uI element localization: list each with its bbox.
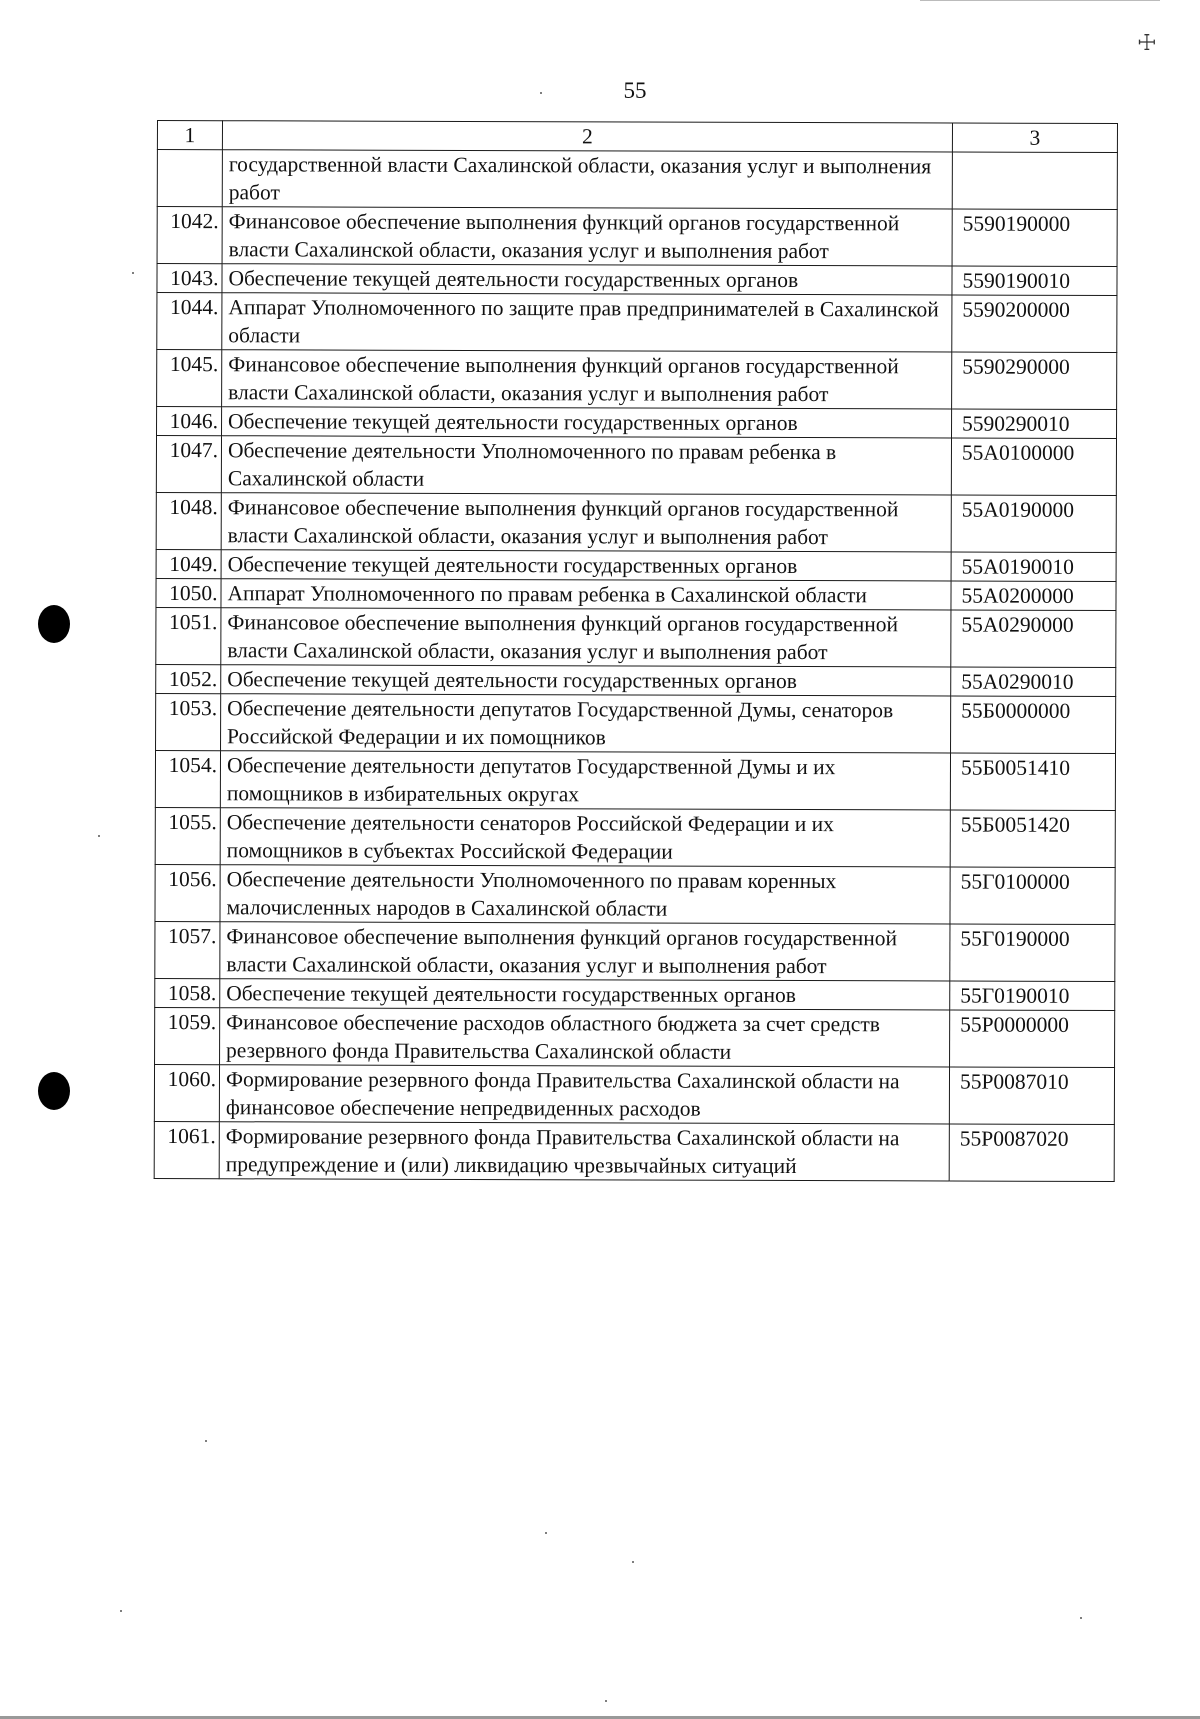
- row-code: 55Б0051410: [950, 753, 1115, 811]
- table-row: [155, 750, 1115, 810]
- row-number: 1049.: [156, 549, 221, 578]
- row-name: Обеспечение текущей деятельности государственных органов: [221, 550, 951, 581]
- punch-hole-upper: [38, 605, 70, 643]
- column-header-name: 2: [222, 121, 952, 152]
- row-code: 55Г0100000: [950, 867, 1115, 925]
- row-name: Аппарат Уполномоченного по правам ребенка в Сахалинской области: [221, 579, 951, 610]
- table-row: [157, 350, 1117, 410]
- table-header-row: [157, 121, 1117, 153]
- table-row: [154, 1064, 1114, 1124]
- row-code: 5590200000: [952, 295, 1117, 353]
- row-code: 5590190000: [952, 209, 1117, 267]
- row-code: 5590290000: [952, 352, 1117, 410]
- row-name: Финансовое обеспечение расходов областного бюджета за счет средств резервного фонда Правительства Сахалинской области: [220, 1008, 950, 1067]
- row-code: 55Г0190000: [950, 924, 1115, 982]
- row-number: 1058.: [155, 978, 220, 1007]
- budget-codes-table-wrapper: [154, 120, 1117, 1182]
- row-number: 1060.: [154, 1064, 219, 1121]
- row-number: 1043.: [157, 264, 222, 293]
- row-name: Обеспечение деятельности депутатов Государственной Думы и их помощников в избирательных округах: [220, 751, 950, 810]
- row-code: 55Р0087020: [949, 1124, 1114, 1182]
- table-row: [156, 492, 1116, 552]
- row-name: Обеспечение деятельности Уполномоченного по правам коренных малочисленных народов в Сахалинской области: [220, 865, 950, 924]
- table-row: [156, 549, 1116, 581]
- table-row: [155, 921, 1115, 981]
- row-code: 55А0290010: [951, 667, 1116, 697]
- row-number: 1050.: [156, 578, 221, 607]
- row-name: Формирование резервного фонда Правительства Сахалинской области на финансовое обеспечение непредвиденных расходов: [219, 1065, 949, 1124]
- row-code: 55Б0051420: [950, 810, 1115, 868]
- row-name: Финансовое обеспечение выполнения функций органов государственной власти Сахалинской области, оказания услуг и выполнения работ: [222, 207, 952, 266]
- row-number: 1056.: [155, 864, 220, 921]
- punch-hole-lower: [38, 1072, 70, 1110]
- row-number: 1046.: [157, 407, 222, 436]
- table-row: [157, 264, 1117, 296]
- row-name: Финансовое обеспечение выполнения функций органов государственной власти Сахалинской области, оказания услуг и выполнения работ: [221, 608, 951, 667]
- row-number: 1051.: [156, 607, 221, 664]
- scan-speck: [120, 1610, 122, 1612]
- table-row: [156, 578, 1116, 610]
- row-name: Обеспечение деятельности депутатов Государственной Думы, сенаторов Российской Федерации и их помощников: [221, 694, 951, 753]
- row-name: Обеспечение текущей деятельности государственных органов: [222, 264, 952, 295]
- table-row: [156, 436, 1116, 496]
- row-code: 55Б0000000: [951, 696, 1116, 754]
- budget-codes-table: [154, 120, 1118, 1182]
- table-row: [155, 807, 1115, 867]
- row-name: Обеспечение текущей деятельности государственных органов: [222, 407, 952, 438]
- row-number: 1055.: [155, 807, 220, 864]
- table-row: [157, 407, 1117, 439]
- scan-speck: [98, 835, 100, 837]
- row-number: 1059.: [155, 1007, 220, 1064]
- row-code: [952, 152, 1117, 210]
- table-row: [156, 693, 1116, 753]
- row-name: Аппарат Уполномоченного по защите прав предпринимателей в Сахалинской области: [222, 293, 952, 352]
- row-code: 55А0200000: [951, 581, 1116, 611]
- scan-speck: [605, 1700, 607, 1702]
- row-name: Финансовое обеспечение выполнения функций органов государственной власти Сахалинской области, оказания услуг и выполнения работ: [221, 493, 951, 552]
- scan-speck: [205, 1440, 207, 1442]
- row-code: 55Р0087010: [949, 1067, 1114, 1125]
- row-name: Обеспечение текущей деятельности государственных органов: [220, 979, 950, 1010]
- row-number: 1045.: [157, 350, 222, 407]
- column-header-code: 3: [952, 123, 1117, 153]
- row-code: 55А0190000: [951, 495, 1116, 553]
- scan-speck: [545, 1532, 547, 1534]
- row-number: 1053.: [156, 693, 221, 750]
- table-row: [155, 864, 1115, 924]
- table-row: [157, 293, 1117, 353]
- row-code: 55А0290000: [951, 610, 1116, 668]
- row-name: Обеспечение деятельности Уполномоченного по правам ребенка в Сахалинской области: [221, 436, 951, 495]
- corner-mark: ☩: [1137, 30, 1157, 55]
- row-number: 1061.: [154, 1121, 219, 1178]
- row-code: 55Р0000000: [950, 1010, 1115, 1068]
- row-code: 5590290010: [952, 409, 1117, 439]
- row-name: Обеспечение текущей деятельности государственных органов: [221, 665, 951, 696]
- row-name: Формирование резервного фонда Правительства Сахалинской области на предупреждение и (или) ликвидацию чрезвычайных ситуаций: [219, 1122, 949, 1181]
- scan-speck: [132, 272, 134, 274]
- table-row: [156, 607, 1116, 667]
- scan-speck: [632, 1561, 634, 1563]
- row-number: 1057.: [155, 921, 220, 978]
- row-code: 55А0190010: [951, 552, 1116, 582]
- row-number: 1044.: [157, 293, 222, 350]
- row-number: [157, 150, 222, 207]
- row-number: 1048.: [156, 492, 221, 549]
- row-code: 55А0100000: [951, 438, 1116, 496]
- row-name: Обеспечение деятельности сенаторов Российской Федерации и их помощников в субъектах Российской Федерации: [220, 808, 950, 867]
- table-row: [155, 978, 1115, 1010]
- table-row: [154, 1121, 1114, 1181]
- row-name: Финансовое обеспечение выполнения функций органов государственной власти Сахалинской области, оказания услуг и выполнения работ: [220, 922, 950, 981]
- row-number: 1047.: [156, 436, 221, 493]
- page-number: 55: [623, 78, 647, 103]
- table-row: [157, 207, 1117, 267]
- scan-speck: [540, 92, 542, 94]
- column-header-number: 1: [157, 121, 222, 150]
- scan-edge-line: [920, 0, 1160, 1]
- table-row: [156, 664, 1116, 696]
- row-code: 55Г0190010: [950, 981, 1115, 1011]
- row-number: 1054.: [155, 750, 220, 807]
- row-code: 5590190010: [952, 266, 1117, 296]
- row-name: Финансовое обеспечение выполнения функций органов государственной власти Сахалинской области, оказания услуг и выполнения работ: [222, 350, 952, 409]
- scan-speck: [1080, 1617, 1082, 1619]
- row-name: государственной власти Сахалинской области, оказания услуг и выполнения работ: [222, 150, 952, 209]
- row-number: 1042.: [157, 207, 222, 264]
- table-row: [155, 1007, 1115, 1067]
- table-row: [157, 150, 1117, 210]
- row-number: 1052.: [156, 664, 221, 693]
